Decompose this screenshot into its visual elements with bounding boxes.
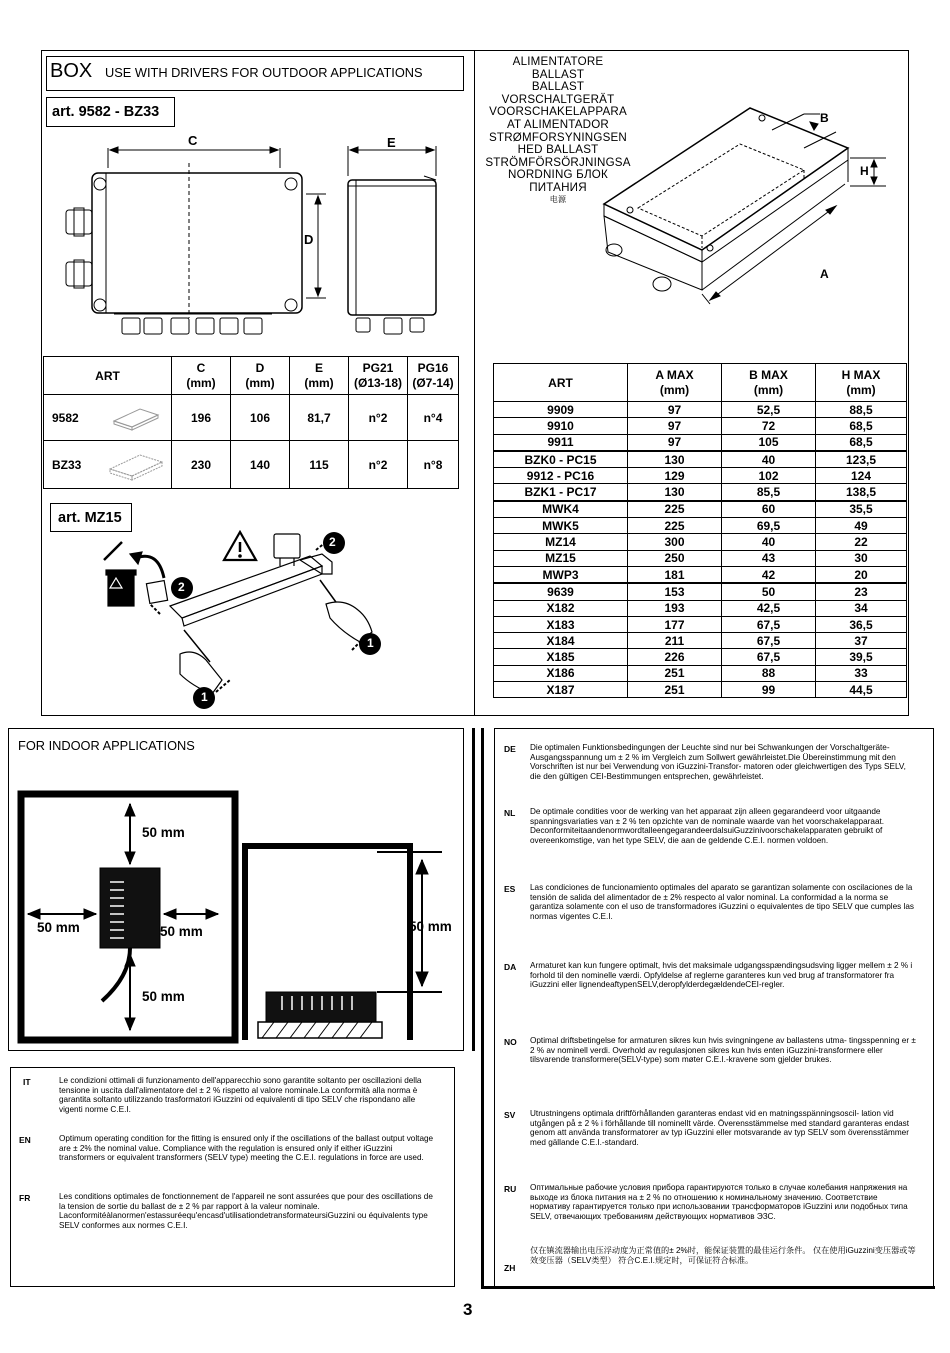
art-cell: BZ33 — [52, 457, 82, 472]
pg16-cell: n°4 — [408, 395, 459, 441]
table-row — [44, 441, 459, 489]
h-max-cell: 138,5 — [816, 484, 907, 501]
h-max-cell: 124 — [816, 468, 907, 484]
art-cell: MZ14 — [494, 534, 628, 550]
b-max-cell: 52,5 — [722, 402, 816, 418]
e-cell: 115 — [290, 441, 349, 489]
indoor-title: FOR INDOOR APPLICATIONS — [18, 738, 195, 753]
a-max-cell: 251 — [628, 682, 722, 698]
indoor-panel-right-edge — [472, 728, 475, 1051]
h-max-cell: 23 — [816, 583, 907, 600]
h-max-cell: 88,5 — [816, 402, 907, 418]
b-max-cell: 67,5 — [722, 633, 816, 649]
b-max-cell: 99 — [722, 682, 816, 698]
art-cell: BZK0 - PC15 — [494, 451, 628, 468]
ballast-word: 电源 — [549, 194, 567, 204]
th-e: E (mm) — [290, 357, 349, 395]
b-max-cell: 40 — [722, 534, 816, 550]
a-max-cell: 97 — [628, 434, 722, 451]
ballast-word: VOORSCHAKELAPPARA — [489, 105, 627, 119]
a-max-cell: 97 — [628, 402, 722, 418]
mz15-drawing — [100, 530, 430, 710]
a-max-cell: 181 — [628, 566, 722, 583]
th-c: C (mm) — [172, 357, 231, 395]
th-h-max: H MAX (mm) — [816, 364, 907, 402]
table-row — [494, 616, 907, 632]
table-row — [494, 649, 907, 665]
lang-code: DA — [504, 962, 517, 972]
pg16-cell: n°8 — [408, 441, 459, 489]
art-cell: MWK5 — [494, 518, 628, 534]
indoor-diagram — [12, 786, 462, 1048]
ballast-word: AT ALIMENTADOR — [506, 117, 609, 131]
a-max-cell: 211 — [628, 633, 722, 649]
dim-c-label: C — [188, 133, 198, 148]
a-max-cell: 97 — [628, 418, 722, 434]
b-max-cell: 69,5 — [722, 518, 816, 534]
h-max-cell: 39,5 — [816, 649, 907, 665]
table-row — [494, 484, 907, 501]
b-max-cell: 42 — [722, 566, 816, 583]
lang-text: Optimum operating condition for the fitting is ensured only if the oscillations of the ballast output voltage are ± 2% the nominal value. Compliance with the regulation is ensured only if either iGuzzini transformers or equivalent transformers (SELV type) meeting the C.E.I. regulations in force are used. — [59, 1134, 434, 1163]
ballast-word: NORDNING БЛОК — [508, 168, 608, 182]
table-row — [494, 534, 907, 550]
step-1-badge: 1 — [201, 690, 208, 704]
lang-code: ZH — [504, 1263, 516, 1273]
lang-code: NO — [504, 1037, 517, 1047]
lang-code: RU — [504, 1184, 517, 1194]
table-row — [494, 518, 907, 534]
art-label: art. 9582 - BZ33 — [52, 104, 160, 120]
a-max-cell: 177 — [628, 616, 722, 632]
d-cell: 140 — [231, 441, 290, 489]
iso-h-label: H — [860, 164, 869, 178]
e-cell: 81,7 — [290, 395, 349, 441]
h-max-cell: 20 — [816, 566, 907, 583]
art-cell: 9912 - PC16 — [494, 468, 628, 484]
lang-code: NL — [504, 808, 516, 818]
h-max-cell: 68,5 — [816, 434, 907, 451]
th-art: ART — [44, 357, 172, 395]
b-max-cell: 105 — [722, 434, 816, 451]
clearance-left: 50 mm — [37, 920, 80, 935]
b-max-cell: 42,5 — [722, 600, 816, 616]
lang-text: Optimal driftsbetingelse for armaturen sikres kun hvis svingningene av ballastens utma- tingsspenning er ± 2 % av nominell verdi. Overhold av regulasjonen sikres kun hvis enten iGuzzini-transformere eller tilsvarende transformere(SELV-type) som møter C.E.I.-kravene som gjelder brukes. — [530, 1036, 916, 1065]
h-max-cell: 34 — [816, 600, 907, 616]
a-max-cell: 225 — [628, 501, 722, 518]
art-cell: X185 — [494, 649, 628, 665]
table-row — [494, 665, 907, 681]
ballast-word: ПИТАНИЯ — [529, 180, 587, 194]
table-row — [494, 550, 907, 566]
iso-drawing — [590, 100, 906, 318]
ballast-word: ALIMENTATORE — [512, 55, 604, 68]
h-max-cell: 36,5 — [816, 616, 907, 632]
box-drawing — [44, 128, 472, 356]
a-max-cell: 300 — [628, 534, 722, 550]
right-dimension-table — [493, 363, 907, 698]
a-max-cell: 250 — [628, 550, 722, 566]
step-2-badge: 2 — [329, 535, 336, 549]
h-max-cell: 35,5 — [816, 501, 907, 518]
art-cell: 9910 — [494, 418, 628, 434]
table-row — [44, 395, 459, 441]
clearance-right: 50 mm — [160, 924, 203, 939]
th-pg16: PG16 (Ø7-14) — [408, 357, 459, 395]
ballast-word: VORSCHALTGERÄT — [501, 92, 615, 106]
a-max-cell: 153 — [628, 583, 722, 600]
iso-a-label: A — [820, 267, 829, 281]
right-text-panel-bottom-edge — [481, 1286, 935, 1289]
art-cell: X184 — [494, 633, 628, 649]
mz15-label-box — [50, 503, 132, 532]
step-2-badge: 2 — [178, 580, 185, 594]
lang-text: Оптимальные рабочие условия прибора гарантируются только в случае колебания напряжения на выходе из блока питания на ± 2 % по отношению к номинальному значению. Соответствие нормативу гарантируется только при использовании трансформаторов iGuzzini или подобных типа SELV, отвечающих требованиям действующих нормативов ЭЗС. — [530, 1183, 908, 1221]
table-row — [494, 434, 907, 451]
dim-d-label: D — [304, 232, 314, 247]
ballast-word: BALLAST — [531, 80, 585, 94]
c-cell: 196 — [172, 395, 231, 441]
th-art: ART — [494, 364, 628, 402]
art-cell: MWK4 — [494, 501, 628, 518]
step-1-badge: 1 — [367, 636, 374, 650]
left-dimension-table — [43, 356, 459, 489]
top-divider — [474, 50, 475, 716]
c-cell: 230 — [172, 441, 231, 489]
art-cell: 9582 — [52, 410, 79, 425]
table-row — [494, 402, 907, 418]
lang-text: Le condizioni ottimali di funzionamento dell'apparecchio sono garantite soltanto per oscillazioni della tensione in uscita dall'alimentatore del ± 2 % rispetto al valore nominale.La conformità alla norma è garantita soltanto utilizzando trasformatori iGuzzini od equivalenti di tipo SELV che rispondano alle vigenti norme C.E.I. — [59, 1076, 422, 1114]
table-row — [494, 600, 907, 616]
b-max-cell: 67,5 — [722, 616, 816, 632]
h-max-cell: 49 — [816, 518, 907, 534]
right-table-body — [494, 402, 907, 698]
h-max-cell: 68,5 — [816, 418, 907, 434]
h-max-cell: 37 — [816, 633, 907, 649]
a-max-cell: 130 — [628, 484, 722, 501]
th-pg21: PG21 (Ø13-18) — [349, 357, 408, 395]
h-max-cell: 22 — [816, 534, 907, 550]
table-row — [494, 583, 907, 600]
art-cell: 9909 — [494, 402, 628, 418]
art-cell: X183 — [494, 616, 628, 632]
clearance-top: 50 mm — [142, 825, 185, 840]
lang-text: Las condiciones de funcionamiento optimales del aparato se garantizan solamente con oscilaciones de la tensión de salida del alimentador de ± 2% respecto al valor nominal. La conformidad a la norma se garantiza solamente con el uso de transformadores iGuzzini o equivalentes de tipo SELV que cumples las normas vigentes C.E.I. — [530, 883, 914, 921]
pg21-cell: n°2 — [349, 441, 408, 489]
art-cell: 9911 — [494, 434, 628, 451]
a-max-cell: 129 — [628, 468, 722, 484]
ballast-word: STRØMFORSYNINGSEN — [488, 130, 628, 144]
dim-e-label: E — [387, 135, 396, 150]
b-max-cell: 40 — [722, 451, 816, 468]
lang-text: Die optimalen Funktionsbedingungen der Leuchte sind nur bei Schwankungen der Vorschaltgeräte-Ausgangsspannung um ± 2 % im Vergleich zum Sollwert gewährleistet.Die Übereinstimmung mit den Vorschriften ist nur bei Verwendung von iGuzzini-Transfor- matoren oder gleichwertigen des Typs SELV, die den gültigen CEI-Bestimmungen entsprechen, gewährleistet. — [530, 743, 906, 781]
lang-text: Utrustningens optimala driftförhållanden garanteras endast vid en matningsspänningsoscil- lation vid utgången på ± 2 % i förhållande till nominellt värde. Överensstämmelse med standard garanteras endast genom att använda transformatorer av typ iGuzzini eller motsvarande av typ SELV som överensstämmer med gällande C.E.I.-standard. — [530, 1109, 910, 1147]
h-max-cell: 44,5 — [816, 682, 907, 698]
b-max-cell: 85,5 — [722, 484, 816, 501]
art-cell: X182 — [494, 600, 628, 616]
lang-text: Les conditions optimales de fonctionnement de l'appareil ne sont assurées que pour des oscillations de la tension de sortie du ballast de ± 2 % par rapport à la valeur nominale. Laconformitéàlanormen'estassuréequ'encasd'utilisationdetransformateursiGuzzini ou équivalents type SELV conformes aux normes C.E.I. — [59, 1192, 433, 1230]
mz15-label: art. MZ15 — [58, 510, 122, 526]
a-max-cell: 251 — [628, 665, 722, 681]
lang-text: De optimale condities voor de werking van het apparaat zijn alleen gegarandeerd voor uitgaande spanningsvariaties van ± 2 % ten opzichte van de nominale waarde van het voorschakelapparaat. DeconformiteitaandenormwordtalleengegarandeerdalsuiGuzzinivoorschakelapparaten gebruikt of overeenkomstige, van het type SELV, die aan de geldende C.E.I. normen voldoen. — [530, 807, 885, 845]
lang-code: EN — [19, 1135, 31, 1145]
b-max-cell: 102 — [722, 468, 816, 484]
box-thumbnail — [106, 449, 166, 481]
art-cell: X187 — [494, 682, 628, 698]
art-cell: BZK1 - PC17 — [494, 484, 628, 501]
th-d: D (mm) — [231, 357, 290, 395]
box-header — [46, 56, 464, 91]
table-row — [494, 418, 907, 434]
lang-text: 仅在镇流器输出电压浮动度为正常值的± 2%时，能保证装置的最佳运行条件。 仅在使用iGuzzini变压器或等效变压器（SELV类型） 符合C.E.I.规定时，可保证符合标准。 — [530, 1246, 916, 1265]
lang-text: Armaturet kan kun fungere optimalt, hvis det maksimale udgangsspændingsudsving ligger mellem ± 2 % i forhold til den nominelle værdi. Opfyldelse af reglerne garanteres kun ved brug af transformatorer fra iGuzzini eller lignendeaftypenSELV,deropfylderdegældendeCEI-regler. — [530, 961, 913, 990]
a-max-cell: 226 — [628, 649, 722, 665]
art-label-box — [46, 97, 175, 127]
art-cell: MZ15 — [494, 550, 628, 566]
iso-b-label: B — [820, 111, 829, 125]
box-title: USE WITH DRIVERS FOR OUTDOOR APPLICATIONS — [105, 65, 423, 80]
ballast-word: STRÖMFÖRSÖRJNINGSA — [485, 155, 631, 169]
box-word: BOX — [50, 60, 93, 82]
clearance-bottom: 50 mm — [142, 989, 185, 1004]
lang-code: SV — [504, 1110, 516, 1120]
box-thumbnail — [110, 403, 162, 431]
a-max-cell: 225 — [628, 518, 722, 534]
lang-code: IT — [23, 1077, 31, 1087]
pg21-cell: n°2 — [349, 395, 408, 441]
page-number: 3 — [463, 1300, 473, 1319]
b-max-cell: 88 — [722, 665, 816, 681]
b-max-cell: 60 — [722, 501, 816, 518]
lang-code: DE — [504, 744, 516, 754]
b-max-cell: 72 — [722, 418, 816, 434]
b-max-cell: 43 — [722, 550, 816, 566]
a-max-cell: 193 — [628, 600, 722, 616]
b-max-cell: 67,5 — [722, 649, 816, 665]
h-max-cell: 123,5 — [816, 451, 907, 468]
th-a-max: A MAX (mm) — [628, 364, 722, 402]
th-b-max: B MAX (mm) — [722, 364, 816, 402]
table-row — [494, 633, 907, 649]
a-max-cell: 130 — [628, 451, 722, 468]
art-cell: X186 — [494, 665, 628, 681]
table-row — [494, 501, 907, 518]
right-text-panel-left-edge — [481, 728, 484, 1288]
d-cell: 106 — [231, 395, 290, 441]
art-cell: MWP3 — [494, 566, 628, 583]
h-max-cell: 30 — [816, 550, 907, 566]
table-row — [494, 566, 907, 583]
table-row — [494, 451, 907, 468]
h-max-cell: 33 — [816, 665, 907, 681]
ballast-word: BALLAST — [531, 67, 585, 81]
ballast-word: HED BALLAST — [517, 143, 599, 157]
clearance-side: 50 mm — [409, 919, 452, 934]
table-row — [494, 468, 907, 484]
art-cell: 9639 — [494, 583, 628, 600]
table-row — [494, 682, 907, 698]
b-max-cell: 50 — [722, 583, 816, 600]
lang-code: FR — [19, 1193, 31, 1203]
lang-code: ES — [504, 884, 516, 894]
